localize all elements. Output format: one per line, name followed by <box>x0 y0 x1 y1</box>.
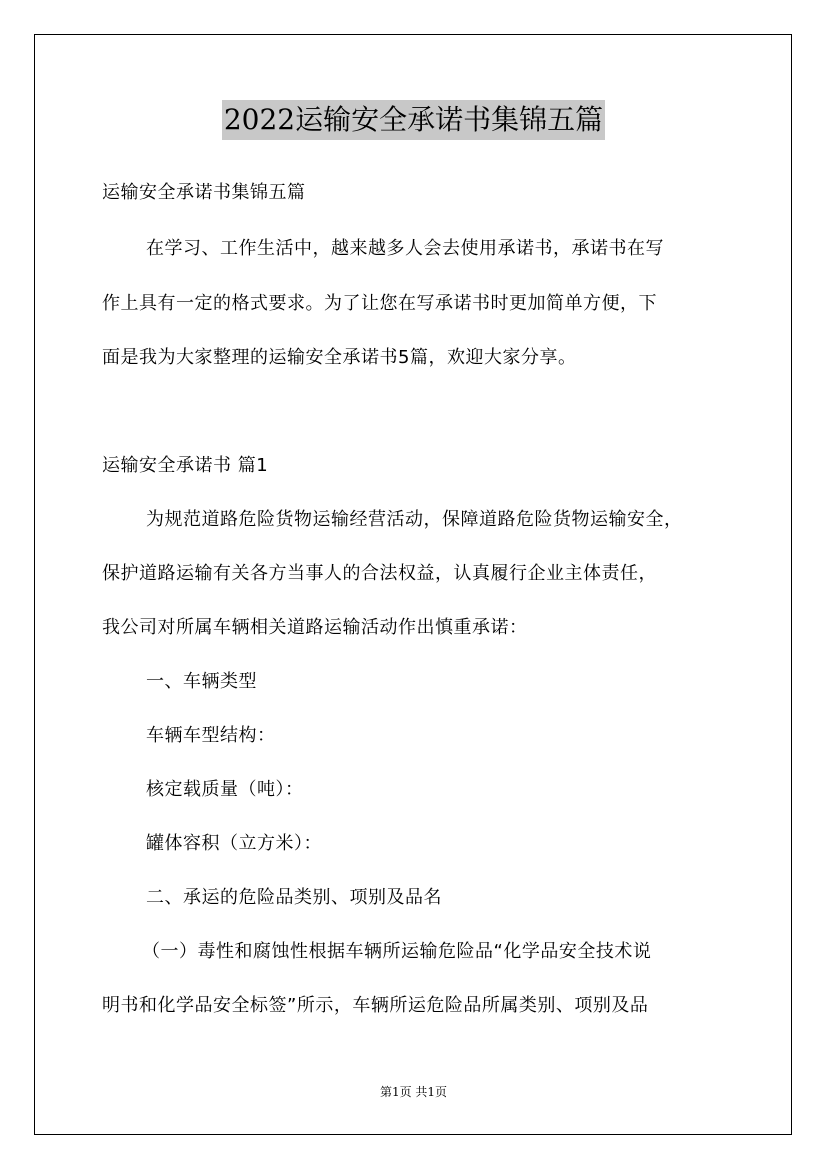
section-heading: 运输安全承诺书 篇1 <box>102 455 269 476</box>
page-footer: 第1页 共1页 <box>379 1085 448 1099</box>
paragraph-line: 明书和化学品安全标签”所示，车辆所运危险品所属类别、项别及品 <box>102 995 649 1016</box>
paragraph-line: 我公司对所属车辆相关道路运输活动作出慎重承诺： <box>102 617 528 638</box>
subtitle-line: 运输安全承诺书集锦五篇 <box>102 182 306 203</box>
paragraph-line: 面是我为大家整理的运输安全承诺书5篇，欢迎大家分享。 <box>102 347 577 368</box>
form-field-label: 罐体容积（立方米）： <box>146 833 322 854</box>
paragraph-line: （一）毒性和腐蚀性根据车辆所运输危险品“化学品安全技术说 <box>142 941 652 962</box>
form-field-label: 车辆车型结构： <box>146 725 276 746</box>
paragraph-line: 保护道路运输有关各方当事人的合法权益，认真履行企业主体责任， <box>102 563 657 584</box>
document-title: 2022运输安全承诺书集锦五篇 <box>222 100 605 140</box>
paragraph-line: 为规范道路危险货物运输经营活动，保障道路危险货物运输安全， <box>146 509 683 530</box>
paragraph-line: 在学习、工作生活中，越来越多人会去使用承诺书，承诺书在写 <box>146 238 664 259</box>
list-heading: 一、车辆类型 <box>146 671 257 692</box>
paragraph-line: 作上具有一定的格式要求。为了让您在写承诺书时更加简单方便，下 <box>102 293 657 314</box>
list-heading: 二、承运的危险品类别、项别及品名 <box>146 887 442 908</box>
title-container <box>0 100 827 140</box>
form-field-label: 核定载质量（吨）： <box>146 779 304 800</box>
